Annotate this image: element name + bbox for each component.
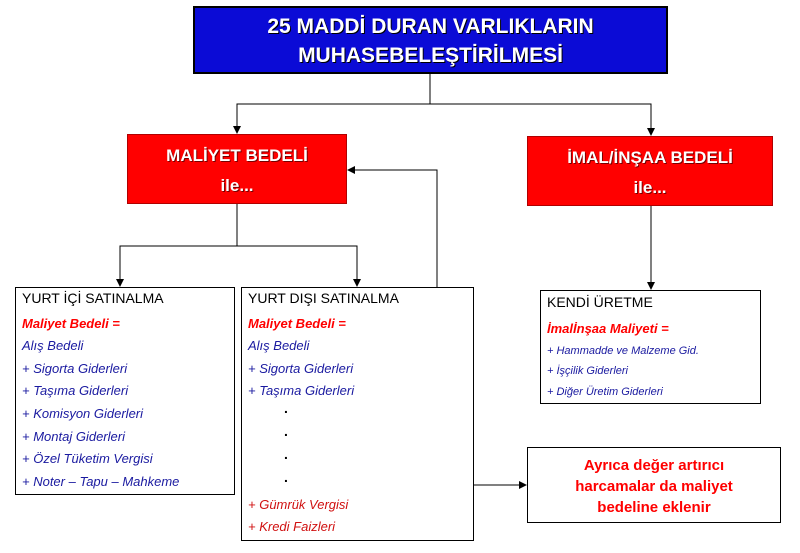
yurtdisi-item: Alış Bedeli	[248, 338, 310, 353]
kendi-item: + Diğer Üretim Giderleri	[547, 386, 663, 398]
kendi-header: KENDİ ÜRETME	[547, 294, 653, 310]
connector-title-to-maliyet	[237, 74, 430, 133]
ellipsis-dot: .	[284, 469, 288, 485]
yurtici-item: Alış Bedeli	[22, 338, 84, 353]
yurtici-item: + Sigorta Giderleri	[22, 361, 128, 376]
maliyet-bedeli-box	[127, 134, 347, 204]
yurtdisi-item: + Sigorta Giderleri	[248, 361, 354, 376]
yurtici-subheader: Maliyet Bedeli =	[22, 316, 120, 331]
connector-title-to-imal	[430, 104, 651, 135]
title-line2: MUHASEBELEŞTİRİLMESİ	[298, 44, 563, 67]
yurtici-item: + Montaj Giderleri	[22, 429, 125, 444]
maliyet-title: MALİYET BEDELİ	[166, 146, 308, 165]
ellipsis-dot: .	[284, 423, 288, 439]
title-box	[193, 6, 668, 74]
yurtdisi-header: YURT DIŞI SATINALMA	[248, 290, 399, 306]
yurtici-item: + Taşıma Giderleri	[22, 383, 129, 398]
ayrica-line2: harcamalar da maliyet	[575, 478, 733, 495]
ellipsis-dot: .	[284, 446, 288, 462]
title-line1: 25 MADDİ DURAN VARLIKLARIN	[267, 15, 594, 38]
ayrica-note-box	[527, 447, 781, 523]
yurtdisi-item: + Taşıma Giderleri	[248, 383, 355, 398]
ellipsis-dot: .	[284, 400, 288, 416]
yurtici-item: + Özel Tüketim Vergisi	[22, 451, 153, 466]
maliyet-ile: ile...	[220, 176, 254, 195]
yurt-ici-satinalma-box	[15, 287, 235, 495]
ayrica-line3: bedeline eklenir	[597, 499, 711, 516]
imal-ile: ile...	[633, 178, 667, 197]
imal-title: İMAL/İNŞAA BEDELİ	[567, 148, 733, 167]
yurt-disi-satinalma-box	[241, 287, 474, 541]
yurtdisi-red-item: + Gümrük Vergisi	[248, 497, 349, 512]
yurtici-item: + Noter – Tapu – Mahkeme	[22, 474, 180, 489]
kendi-subheader: İmalİnşaa Maliyeti =	[547, 321, 669, 336]
imal-insaa-bedeli-box	[527, 136, 773, 206]
kendi-uretme-box	[540, 290, 761, 404]
connector-maliyet-to-yurtdisi	[237, 246, 357, 286]
kendi-item: + İşçilik Giderleri	[547, 365, 628, 377]
kendi-item: + Hammadde ve Malzeme Gid.	[547, 345, 699, 357]
yurtdisi-subheader: Maliyet Bedeli =	[248, 316, 346, 331]
ayrica-line1: Ayrıca değer artırıcı	[583, 457, 725, 474]
yurtdisi-red-item: + Kredi Faizleri	[248, 519, 336, 534]
yurtici-header: YURT İÇİ SATINALMA	[22, 290, 164, 306]
connector-maliyet-to-yurtici	[120, 204, 237, 286]
yurtici-item: + Komisyon Giderleri	[22, 406, 144, 421]
